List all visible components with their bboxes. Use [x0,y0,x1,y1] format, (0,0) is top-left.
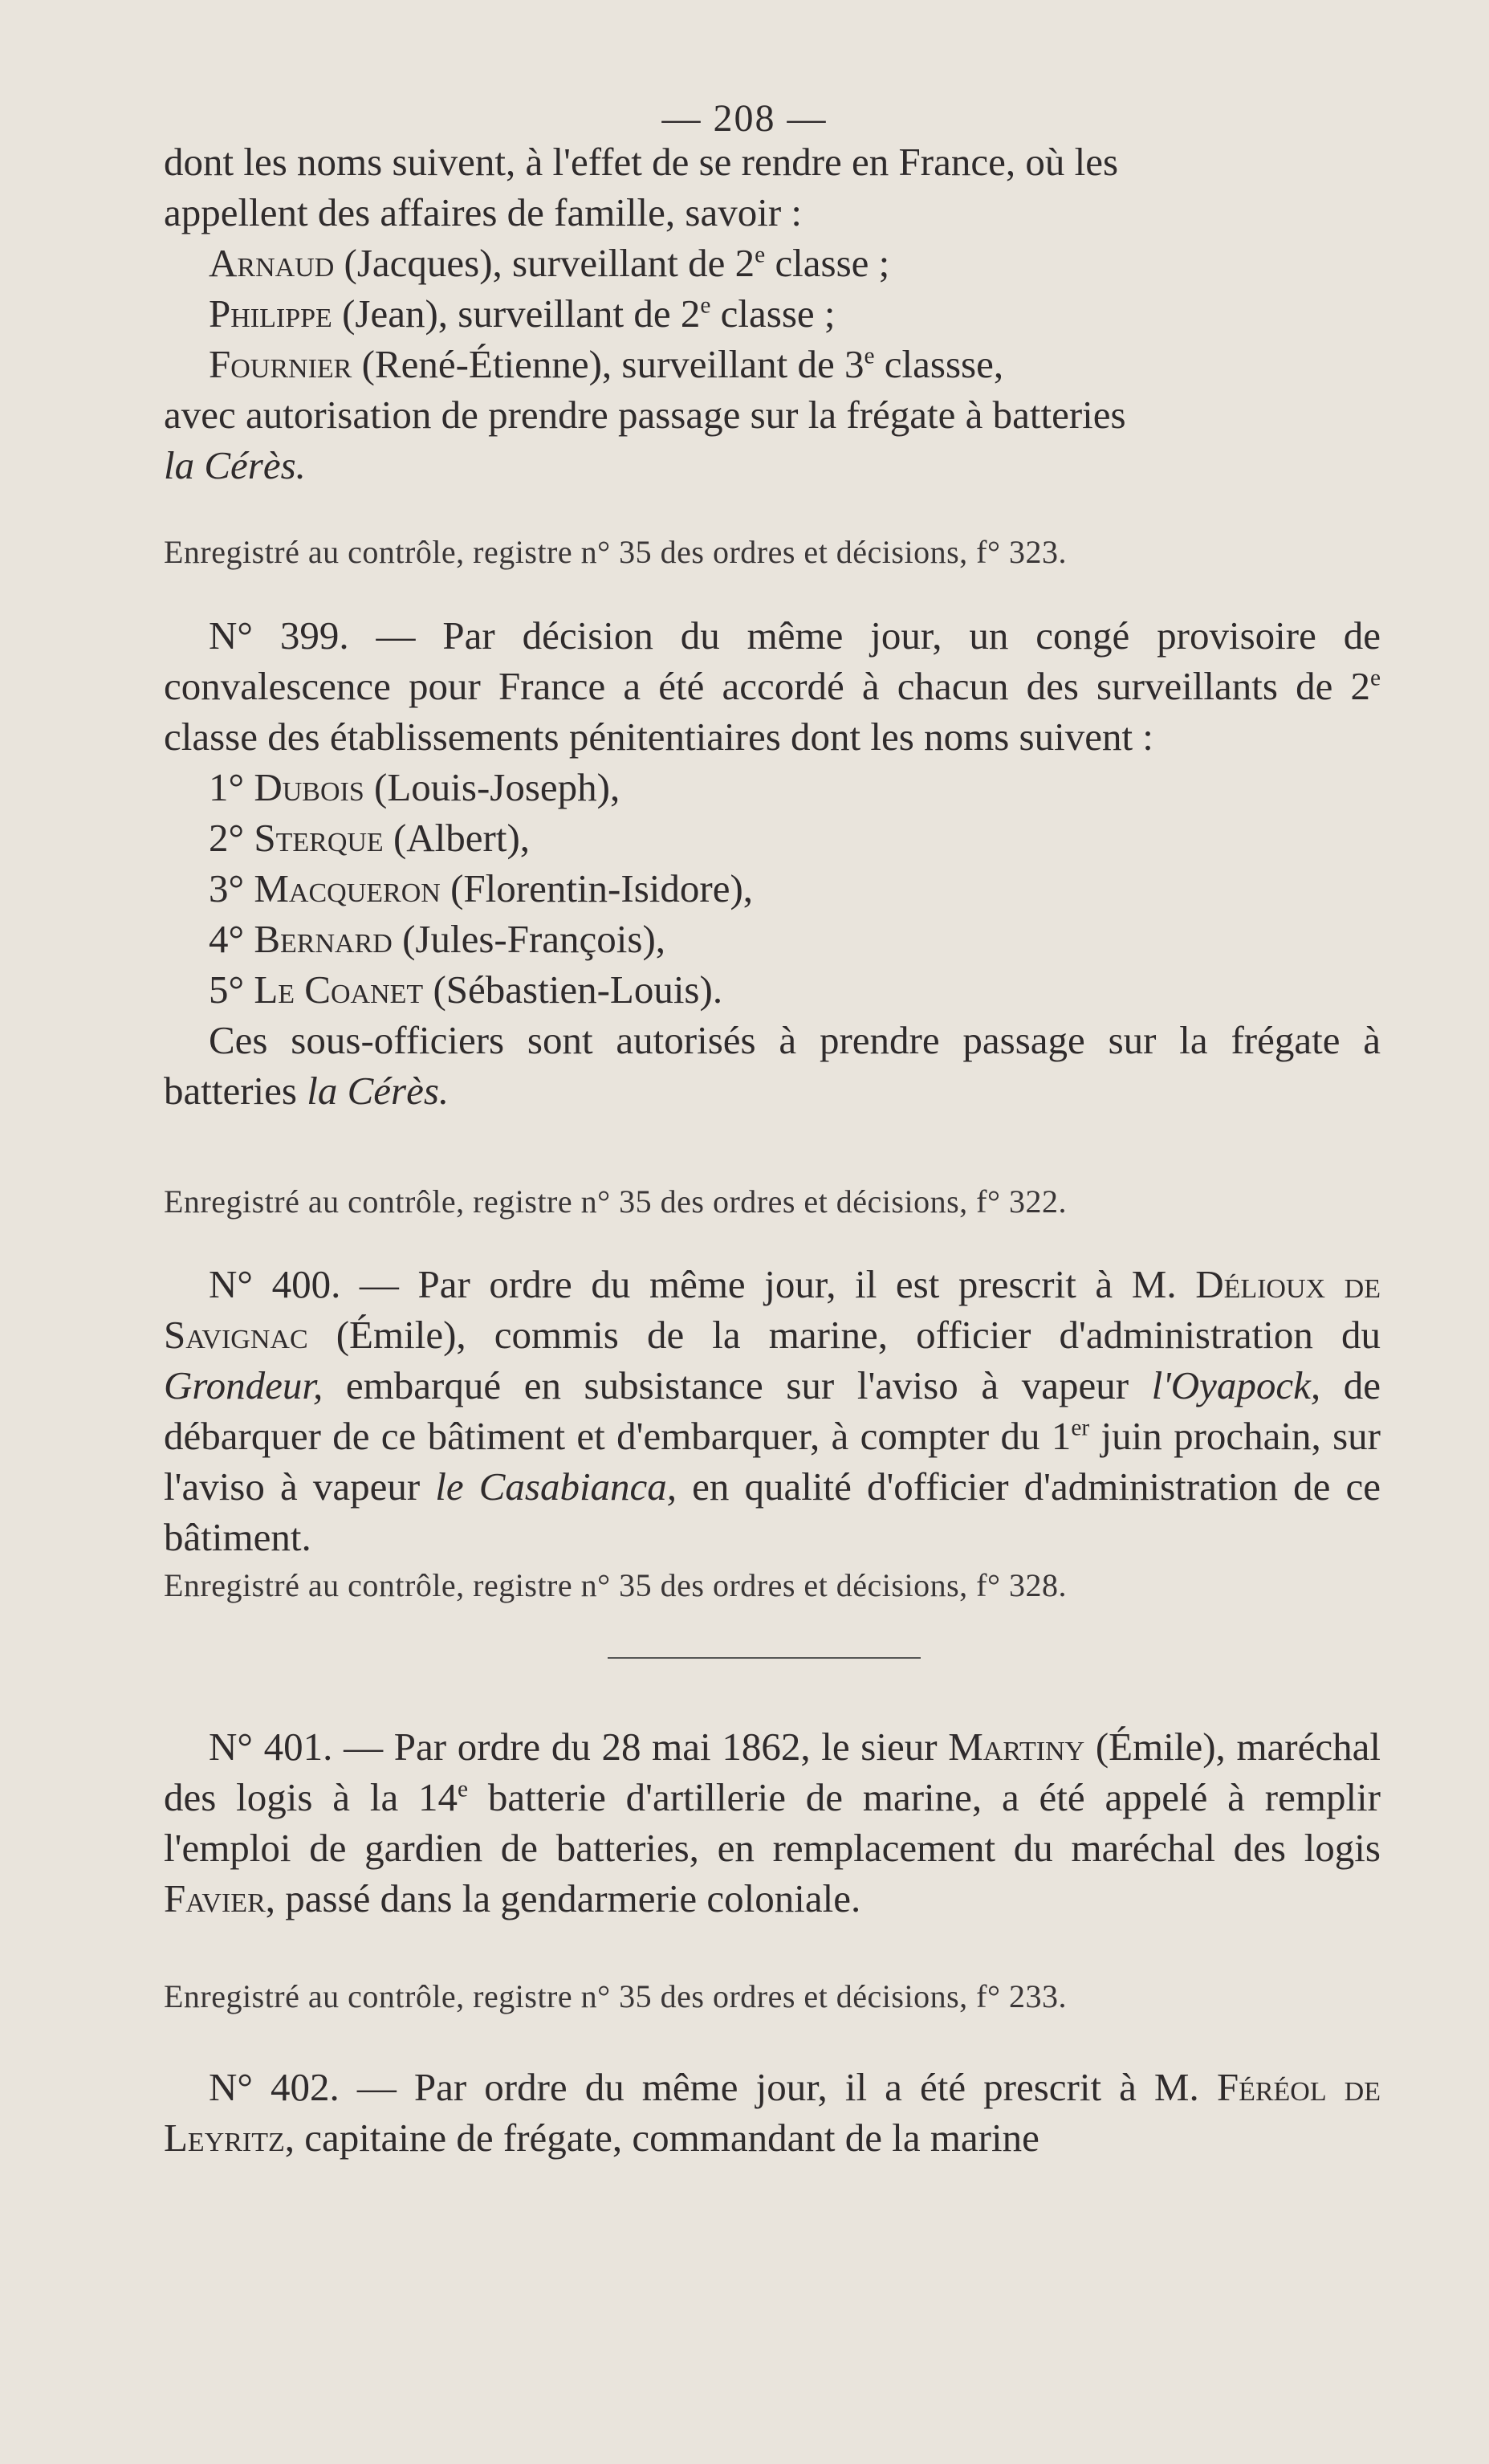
person-name: Martiny [948,1725,1085,1769]
person-name: Féréol de Leyritz [164,2065,1381,2160]
list-item: 3° Macqueron (Florentin-Isidore), [209,866,754,910]
person-name: Délioux de Savignac [164,1262,1381,1357]
text-line: dont les noms suivent, à l'effet de se rendre en France, où les [164,140,1119,184]
entry-401: N° 401. — Par ordre du 28 mai 1862, le sieur Martiny (Émile), maréchal des logis à la 14e batterie d'artillerie de marine, a été appelé à remplir l'emploi de gardien de batteries, en remplacement du maréchal des logis Favier, passé dans la gendarmerie coloniale. [164,1725,1381,1920]
ship-name: l'Oyapock, [1151,1363,1321,1407]
list-item: 2° Sterque (Albert), [209,816,531,860]
text-line: appellent des affaires de famille, savoir : [164,190,803,234]
list-item: 1° Dubois (Louis-Joseph), [209,765,620,809]
name-entry: Philippe (Jean), surveillant de 2e classe ; [209,291,836,336]
ship-name: la Cérès. [164,443,306,487]
list-item: 4° Bernard (Jules-François), [209,917,666,961]
registration-note: Enregistré au contrôle, registre n° 35 des ordres et décisions, f° 328. [164,1567,1067,1603]
name-entry: Fournier (René-Étienne), surveillant de 3e classse, [209,342,1004,386]
paragraph-continuation [164,136,1381,491]
ship-name: Grondeur, [164,1363,323,1407]
person-name: Favier [164,1876,266,1920]
registration-note: Enregistré au contrôle, registre n° 35 des ordres et décisions, f° 323. [164,534,1067,570]
entry-closing: Ces sous-officiers sont autorisés à prendre passage sur la frégate à batteries la Cérès. [164,1018,1381,1113]
registration-note: Enregistré au contrôle, registre n° 35 des ordres et décisions, f° 322. [164,1183,1067,1220]
text-line: avec autorisation de prendre passage sur la frégate à batteries [164,393,1126,437]
entry-body: N° 399. — Par décision du même jour, un congé provisoire de convalescence pour France a été accordé à chacun des surveillants de 2e classe des établissements pénitentiaires dont les noms suivent : [164,613,1381,759]
entry-400: N° 400. — Par ordre du même jour, il est prescrit à M. Délioux de Savignac (Émile), commis de la marine, officier d'administration du Grondeur, embarqué en subsistance sur l'aviso à vapeur l'Oyapock, de débarquer de ce bâtiment et d'embarquer, à compter du 1er juin prochain, sur l'aviso à vapeur le Casabianca, en qualité d'officier d'administration de ce bâtiment. [164,1262,1381,1559]
entry-402: N° 402. — Par ordre du même jour, il a été prescrit à M. Féréol de Leyritz, capitaine de frégate, commandant de la marine [164,2065,1381,2160]
ship-name: la Cérès. [307,1069,450,1113]
list-item: 5° Le Coanet (Sébastien-Louis). [209,967,723,1012]
name-entry: Arnaud (Jacques), surveillant de 2e classe ; [209,241,890,285]
section-divider [608,1657,921,1659]
page-number: — 208 — [661,97,828,140]
registration-note: Enregistré au contrôle, registre n° 35 des ordres et décisions, f° 233. [164,1978,1067,2014]
entry-399 [164,610,1381,1116]
ship-name: le Casabianca, [435,1464,677,1509]
